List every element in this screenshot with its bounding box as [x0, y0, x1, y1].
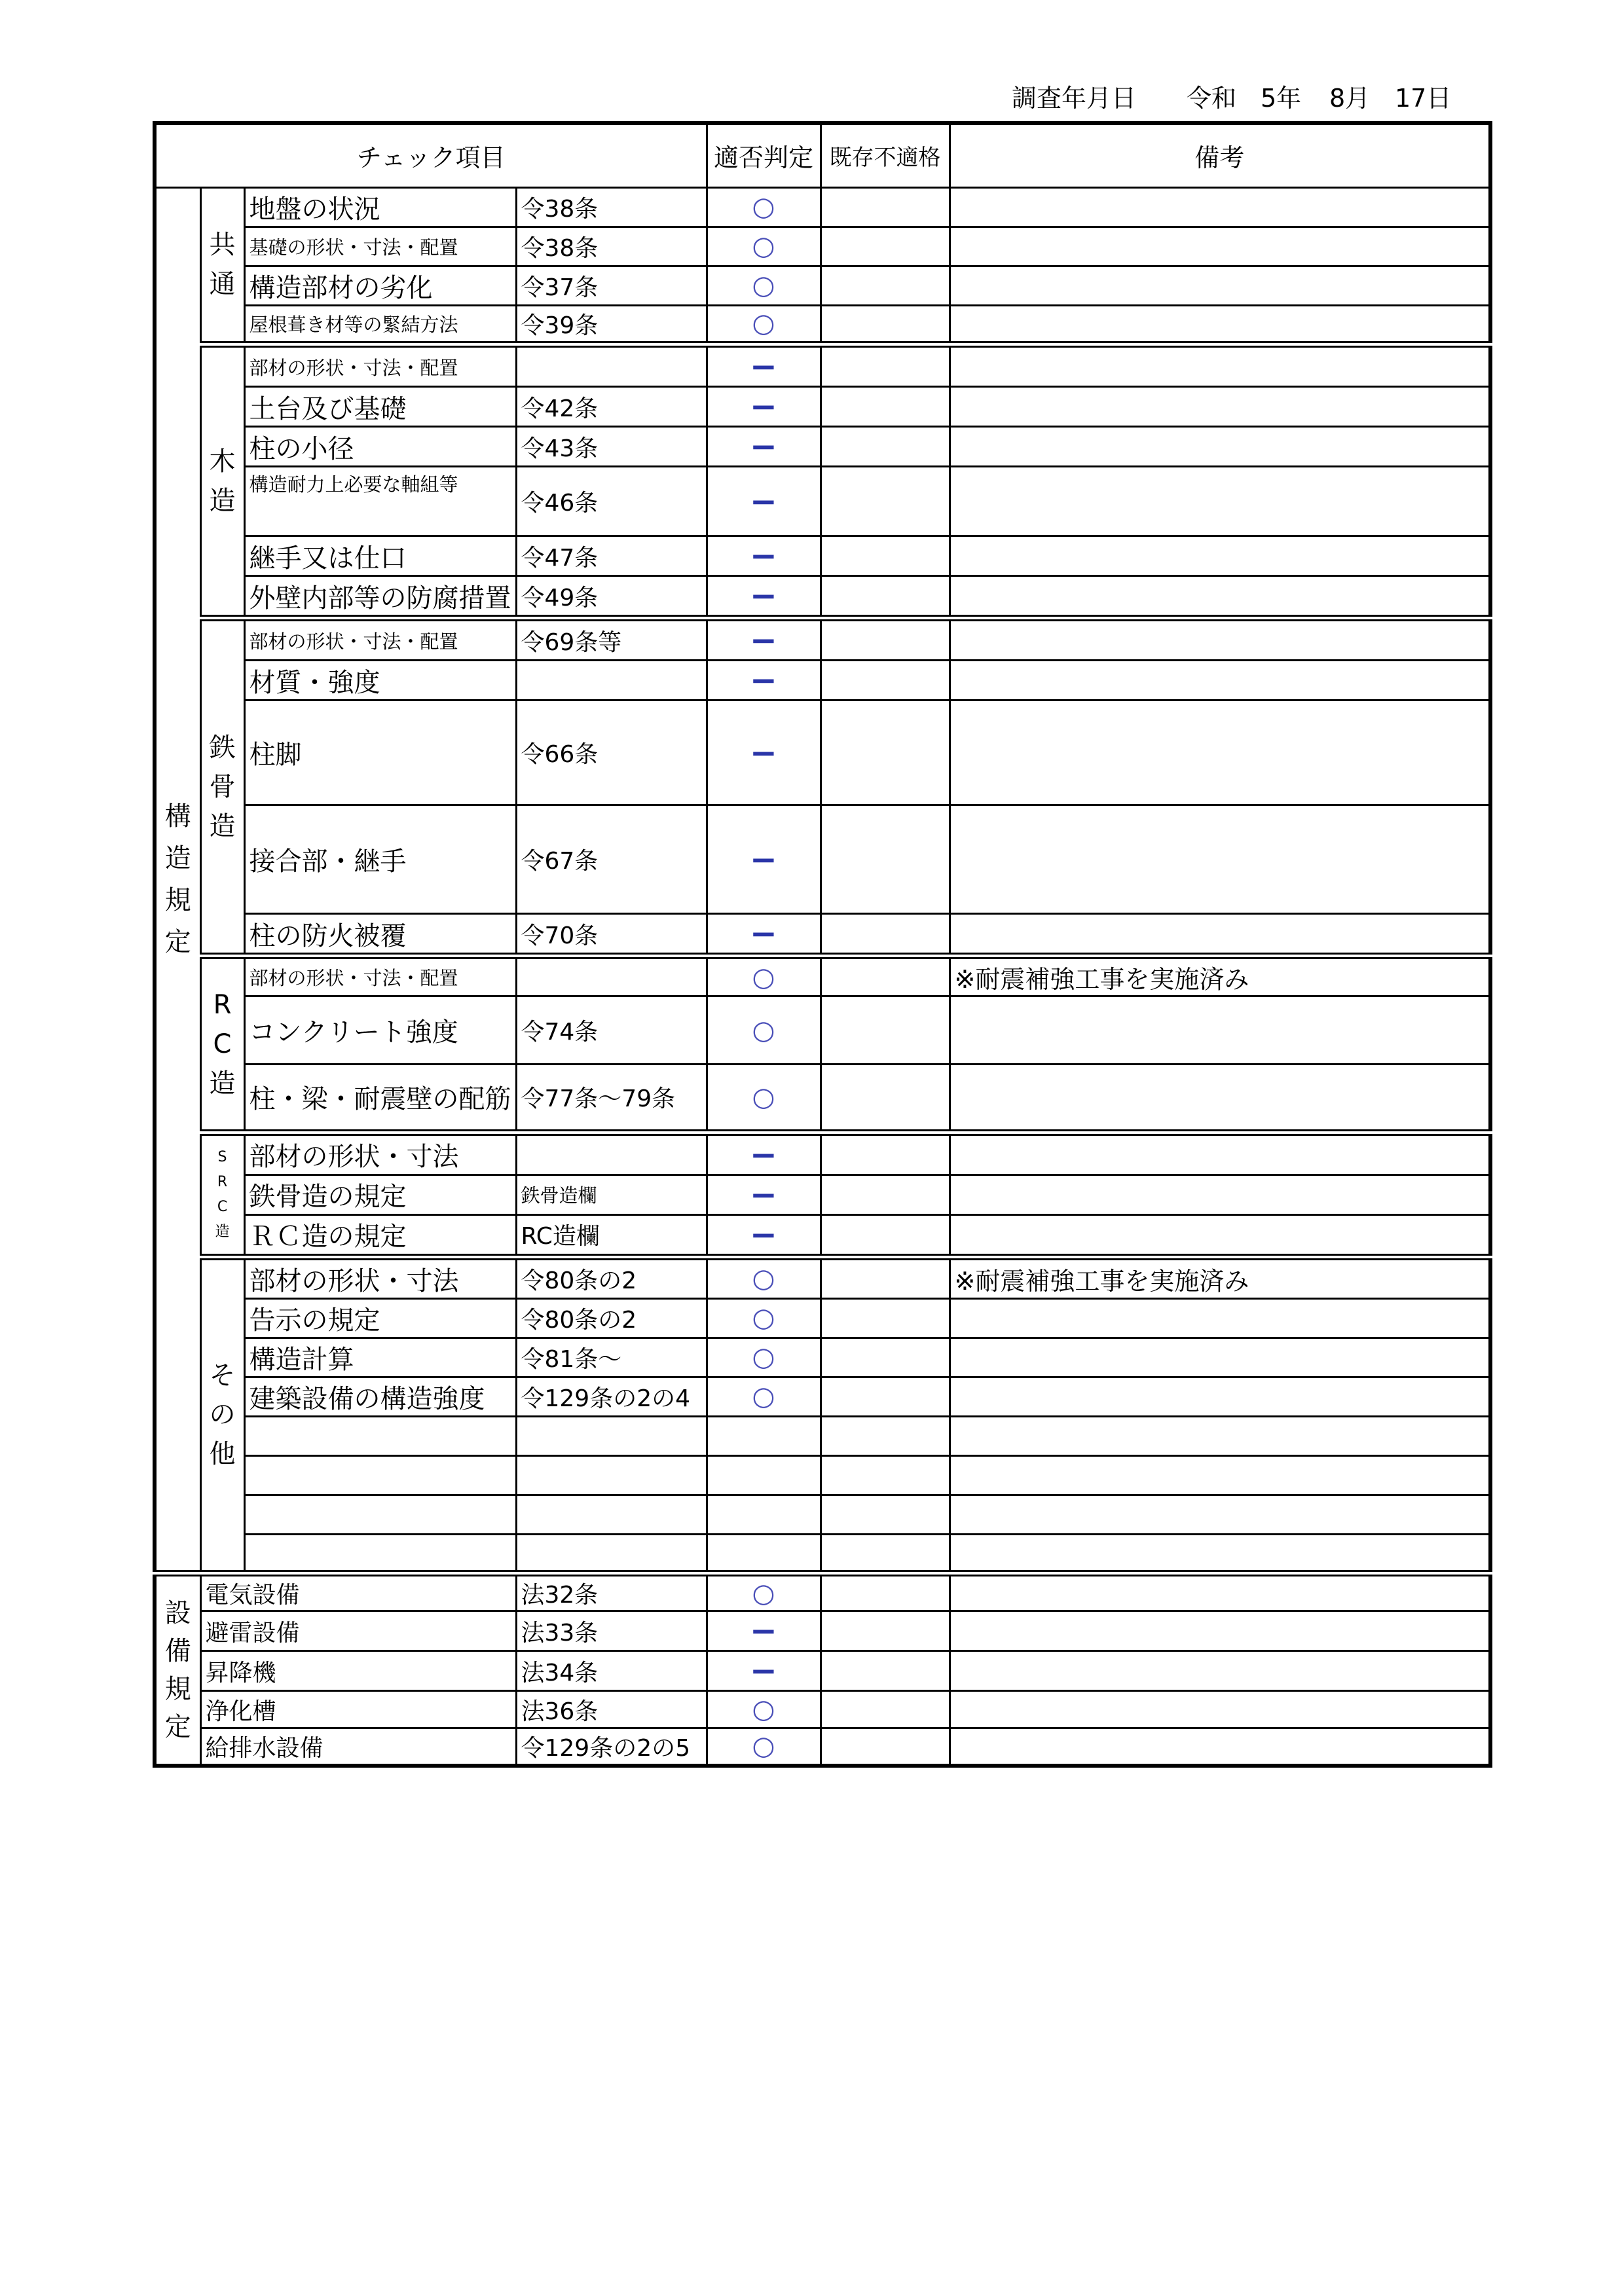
remark-cell	[950, 467, 1490, 536]
check-item: 告示の規定	[244, 1298, 516, 1338]
table-row	[155, 187, 1490, 227]
check-item	[244, 1455, 516, 1495]
remark-cell	[950, 914, 1490, 957]
equipment-row	[155, 1573, 1490, 1611]
remark-cell	[950, 1065, 1490, 1133]
check-item: 部材の形状・寸法	[244, 1257, 516, 1299]
judgment-mark	[707, 1455, 821, 1495]
judgment-mark: −	[707, 576, 821, 619]
section-equipment-char: 設	[164, 1597, 191, 1628]
existing-nonconforming-cell	[821, 914, 950, 957]
existing-nonconforming-cell	[821, 1175, 950, 1214]
header-judgment: 適否判定	[707, 123, 821, 187]
judgment-mark: ○	[707, 956, 821, 996]
existing-nonconforming-cell	[821, 1534, 950, 1573]
existing-nonconforming-cell	[821, 1416, 950, 1455]
table-row	[155, 701, 1490, 805]
group-rc-char: R	[213, 989, 232, 1020]
judgment-mark	[707, 1534, 821, 1573]
check-item: 柱・梁・耐震壁の配筋	[244, 1065, 516, 1133]
remark-cell	[950, 618, 1490, 661]
existing-nonconforming-cell	[821, 701, 950, 805]
remark-cell: ※耐震補強工事を実施済み	[950, 956, 1490, 996]
check-item: 構造部材の劣化	[244, 266, 516, 305]
table-row	[155, 467, 1490, 536]
check-item: 接合部・継手	[244, 805, 516, 914]
existing-nonconforming-cell	[821, 305, 950, 344]
check-item	[244, 1495, 516, 1534]
existing-nonconforming-cell	[821, 956, 950, 996]
table-header-row	[155, 123, 1490, 187]
article-ref	[516, 1534, 707, 1573]
article-ref	[516, 1133, 707, 1175]
existing-nonconforming-cell	[821, 618, 950, 661]
judgment-mark: ○	[707, 1728, 821, 1766]
check-item: ＲＣ造の規定	[244, 1214, 516, 1257]
remark-cell	[950, 701, 1490, 805]
table-row	[155, 305, 1490, 344]
existing-nonconforming-cell	[821, 1611, 950, 1651]
existing-nonconforming-cell	[821, 266, 950, 305]
judgment-mark: −	[707, 536, 821, 576]
section-structure-char: 造	[164, 843, 191, 873]
group-src-label	[200, 1133, 244, 1257]
check-item: 柱脚	[244, 701, 516, 805]
existing-nonconforming-cell	[821, 1651, 950, 1691]
group-rc-char: 造	[209, 1068, 236, 1099]
check-item	[244, 1534, 516, 1573]
table-row	[155, 1534, 1490, 1573]
judgment-mark: −	[707, 1175, 821, 1214]
judgment-mark: ○	[707, 305, 821, 344]
survey-date-year: 5年	[1261, 84, 1302, 113]
article-ref: 令46条	[516, 467, 707, 536]
group-steel-char: 鉄	[209, 733, 236, 763]
existing-nonconforming-cell	[821, 1338, 950, 1377]
existing-nonconforming-cell	[821, 996, 950, 1065]
equipment-rows	[155, 1573, 1490, 1766]
judgment-mark: ○	[707, 1338, 821, 1377]
remark-cell	[950, 1691, 1490, 1728]
remark-cell	[950, 1573, 1490, 1611]
section-structure-char: 構	[164, 801, 191, 831]
article-ref: 令66条	[516, 701, 707, 805]
group-steel-label	[200, 618, 244, 956]
article-ref: 令70条	[516, 914, 707, 957]
article-ref	[516, 661, 707, 701]
table-row	[155, 1455, 1490, 1495]
remark-cell	[950, 305, 1490, 344]
existing-nonconforming-cell	[821, 187, 950, 227]
judgment-mark	[707, 1416, 821, 1455]
section-equipment-label	[155, 1573, 200, 1766]
group-src-char: S	[217, 1148, 227, 1165]
existing-nonconforming-cell	[821, 1455, 950, 1495]
existing-nonconforming-cell	[821, 467, 950, 536]
existing-nonconforming-cell	[821, 1214, 950, 1257]
group-src-char: R	[217, 1173, 228, 1190]
judgment-mark: ○	[707, 1573, 821, 1611]
existing-nonconforming-cell	[821, 1133, 950, 1175]
existing-nonconforming-cell	[821, 576, 950, 619]
table-row	[155, 536, 1490, 576]
group-wood-char: 木	[209, 446, 236, 477]
judgment-mark: −	[707, 661, 821, 701]
check-item: 材質・強度	[244, 661, 516, 701]
existing-nonconforming-cell	[821, 427, 950, 467]
survey-date-month: 8月	[1329, 84, 1371, 113]
existing-nonconforming-cell	[821, 1573, 950, 1611]
judgment-mark: −	[707, 344, 821, 387]
judgment-mark: −	[707, 1651, 821, 1691]
group-steel-char: 骨	[209, 772, 236, 802]
article-ref: 令43条	[516, 427, 707, 467]
check-item: 部材の形状・寸法・配置	[244, 618, 516, 661]
remark-cell	[950, 805, 1490, 914]
remark-cell	[950, 1377, 1490, 1416]
check-item: 外壁内部等の防腐措置	[244, 576, 516, 619]
remark-cell	[950, 1534, 1490, 1573]
article-ref: 法32条	[516, 1573, 707, 1611]
judgment-mark: −	[707, 701, 821, 805]
article-ref: 令38条	[516, 227, 707, 266]
table-row	[155, 387, 1490, 427]
check-item: 建築設備の構造強度	[244, 1377, 516, 1416]
check-item: 部材の形状・寸法・配置	[244, 956, 516, 996]
article-ref	[516, 956, 707, 996]
section-structure-char: 定	[164, 926, 191, 957]
group-other-label	[200, 1257, 244, 1574]
article-ref	[516, 344, 707, 387]
check-item: 土台及び基礎	[244, 387, 516, 427]
existing-nonconforming-cell	[821, 1257, 950, 1299]
remark-cell	[950, 1611, 1490, 1651]
equipment-row	[155, 1651, 1490, 1691]
equipment-row	[155, 1691, 1490, 1728]
remark-cell	[950, 1651, 1490, 1691]
section-equipment-char: 備	[164, 1635, 191, 1666]
article-ref: 令42条	[516, 387, 707, 427]
table-row	[155, 227, 1490, 266]
existing-nonconforming-cell	[821, 344, 950, 387]
article-ref: 令38条	[516, 187, 707, 227]
table-row	[155, 1416, 1490, 1455]
group-common-label	[200, 187, 244, 344]
article-ref: 令67条	[516, 805, 707, 914]
section-structure-char: 規	[164, 884, 191, 915]
article-ref: RC造欄	[516, 1214, 707, 1257]
check-item: 部材の形状・寸法	[244, 1133, 516, 1175]
article-ref: 令80条の2	[516, 1298, 707, 1338]
equipment-item: 給排水設備	[200, 1728, 516, 1766]
article-ref	[516, 1416, 707, 1455]
existing-nonconforming-cell	[821, 661, 950, 701]
header-remarks: 備考	[950, 123, 1490, 187]
check-item	[244, 1416, 516, 1455]
table-row	[155, 1257, 1490, 1299]
judgment-mark	[707, 1495, 821, 1534]
article-ref: 令47条	[516, 536, 707, 576]
survey-date-era: 令和	[1187, 84, 1237, 113]
group-steel-char: 造	[209, 811, 236, 841]
table-row	[155, 1065, 1490, 1133]
article-ref: 令129条の2の5	[516, 1728, 707, 1766]
remark-cell: ※耐震補強工事を実施済み	[950, 1257, 1490, 1299]
existing-nonconforming-cell	[821, 805, 950, 914]
table-row	[155, 956, 1490, 996]
group-rc-label	[200, 956, 244, 1133]
structure-rows	[155, 187, 1490, 1573]
judgment-mark: −	[707, 805, 821, 914]
remark-cell	[950, 661, 1490, 701]
group-src-char: 造	[215, 1223, 230, 1240]
judgment-mark: ○	[707, 266, 821, 305]
group-src-char: C	[217, 1198, 228, 1215]
group-other-char: 他	[209, 1439, 236, 1470]
existing-nonconforming-cell	[821, 1298, 950, 1338]
judgment-mark: −	[707, 1214, 821, 1257]
existing-nonconforming-cell	[821, 1065, 950, 1133]
article-ref: 法33条	[516, 1611, 707, 1651]
judgment-mark: −	[707, 914, 821, 957]
check-item: 柱の防火被覆	[244, 914, 516, 957]
table-row	[155, 1175, 1490, 1214]
survey-date-label: 調査年月日	[1012, 84, 1137, 113]
remark-cell	[950, 1495, 1490, 1534]
table-row	[155, 266, 1490, 305]
check-item: 構造計算	[244, 1338, 516, 1377]
remark-cell	[950, 1455, 1490, 1495]
group-other-char: そ	[209, 1360, 236, 1391]
judgment-mark: −	[707, 467, 821, 536]
equipment-item: 昇降機	[200, 1651, 516, 1691]
table-row	[155, 1298, 1490, 1338]
section-equipment-char: 規	[164, 1673, 191, 1704]
judgment-mark: ○	[707, 1691, 821, 1728]
existing-nonconforming-cell	[821, 536, 950, 576]
remark-cell	[950, 266, 1490, 305]
check-item: 地盤の状況	[244, 187, 516, 227]
judgment-mark: −	[707, 1611, 821, 1651]
header-check-item: チェック項目	[155, 123, 707, 187]
table-row	[155, 661, 1490, 701]
judgment-mark: ○	[707, 996, 821, 1065]
remark-cell	[950, 1338, 1490, 1377]
remark-cell	[950, 427, 1490, 467]
article-ref	[516, 1495, 707, 1534]
article-ref: 令81条～	[516, 1338, 707, 1377]
judgment-mark: ○	[707, 1065, 821, 1133]
group-other-char: の	[209, 1400, 236, 1430]
table-row	[155, 996, 1490, 1065]
remark-cell	[950, 1175, 1490, 1214]
judgment-mark: ○	[707, 1298, 821, 1338]
judgment-mark: ○	[707, 1257, 821, 1299]
check-item: 基礎の形状・寸法・配置	[244, 227, 516, 266]
judgment-mark: −	[707, 618, 821, 661]
equipment-row	[155, 1611, 1490, 1651]
existing-nonconforming-cell	[821, 387, 950, 427]
remark-cell	[950, 227, 1490, 266]
existing-nonconforming-cell	[821, 1728, 950, 1766]
article-ref: 令80条の2	[516, 1257, 707, 1299]
table-row	[155, 1338, 1490, 1377]
group-common-char: 共	[209, 230, 236, 261]
equipment-item: 避雷設備	[200, 1611, 516, 1651]
equipment-item: 浄化槽	[200, 1691, 516, 1728]
existing-nonconforming-cell	[821, 1691, 950, 1728]
article-ref: 令39条	[516, 305, 707, 344]
check-item: 屋根葺き材等の緊結方法	[244, 305, 516, 344]
table-row	[155, 427, 1490, 467]
judgment-mark: ○	[707, 1377, 821, 1416]
judgment-mark: −	[707, 387, 821, 427]
check-item: コンクリート強度	[244, 996, 516, 1065]
table-row	[155, 1495, 1490, 1534]
remark-cell	[950, 187, 1490, 227]
judgment-mark: ○	[707, 187, 821, 227]
article-ref: 法36条	[516, 1691, 707, 1728]
section-equipment-char: 定	[164, 1711, 191, 1742]
existing-nonconforming-cell	[821, 227, 950, 266]
article-ref: 令129条の2の4	[516, 1377, 707, 1416]
judgment-mark: −	[707, 427, 821, 467]
remark-cell	[950, 1416, 1490, 1455]
equipment-row	[155, 1728, 1490, 1766]
article-ref: 法34条	[516, 1651, 707, 1691]
article-ref: 令69条等	[516, 618, 707, 661]
check-item: 継手又は仕口	[244, 536, 516, 576]
article-ref: 令37条	[516, 266, 707, 305]
equipment-item: 電気設備	[200, 1573, 516, 1611]
judgment-mark: −	[707, 1133, 821, 1175]
survey-date	[982, 80, 1464, 117]
table-row	[155, 805, 1490, 914]
article-ref: 令77条～79条	[516, 1065, 707, 1133]
section-structure-label	[155, 187, 200, 1573]
table-row	[155, 1133, 1490, 1175]
structure-check-table	[153, 121, 1492, 1768]
judgment-mark: ○	[707, 227, 821, 266]
header-existing-nonconforming: 既存不適格	[821, 123, 950, 187]
article-ref: 鉄骨造欄	[516, 1175, 707, 1214]
group-wood-char: 造	[209, 486, 236, 516]
remark-cell	[950, 996, 1490, 1065]
survey-date-day: 17日	[1395, 84, 1452, 113]
article-ref: 令74条	[516, 996, 707, 1065]
existing-nonconforming-cell	[821, 1377, 950, 1416]
table-row	[155, 914, 1490, 957]
remark-cell	[950, 1214, 1490, 1257]
table-row	[155, 618, 1490, 661]
article-ref: 令49条	[516, 576, 707, 619]
check-item: 柱の小径	[244, 427, 516, 467]
table-row	[155, 1377, 1490, 1416]
check-item: 鉄骨造の規定	[244, 1175, 516, 1214]
remark-cell	[950, 536, 1490, 576]
table-row	[155, 1214, 1490, 1257]
remark-cell	[950, 1728, 1490, 1766]
existing-nonconforming-cell	[821, 1495, 950, 1534]
group-wood-label	[200, 344, 244, 618]
check-item: 構造耐力上必要な軸組等	[244, 467, 516, 536]
remark-cell	[950, 1133, 1490, 1175]
remark-cell	[950, 387, 1490, 427]
check-item: 部材の形状・寸法・配置	[244, 344, 516, 387]
table-row	[155, 344, 1490, 387]
group-rc-char: C	[213, 1029, 232, 1059]
group-common-char: 通	[209, 269, 236, 300]
remark-cell	[950, 576, 1490, 619]
article-ref	[516, 1455, 707, 1495]
remark-cell	[950, 1298, 1490, 1338]
remark-cell	[950, 344, 1490, 387]
table-row	[155, 576, 1490, 619]
